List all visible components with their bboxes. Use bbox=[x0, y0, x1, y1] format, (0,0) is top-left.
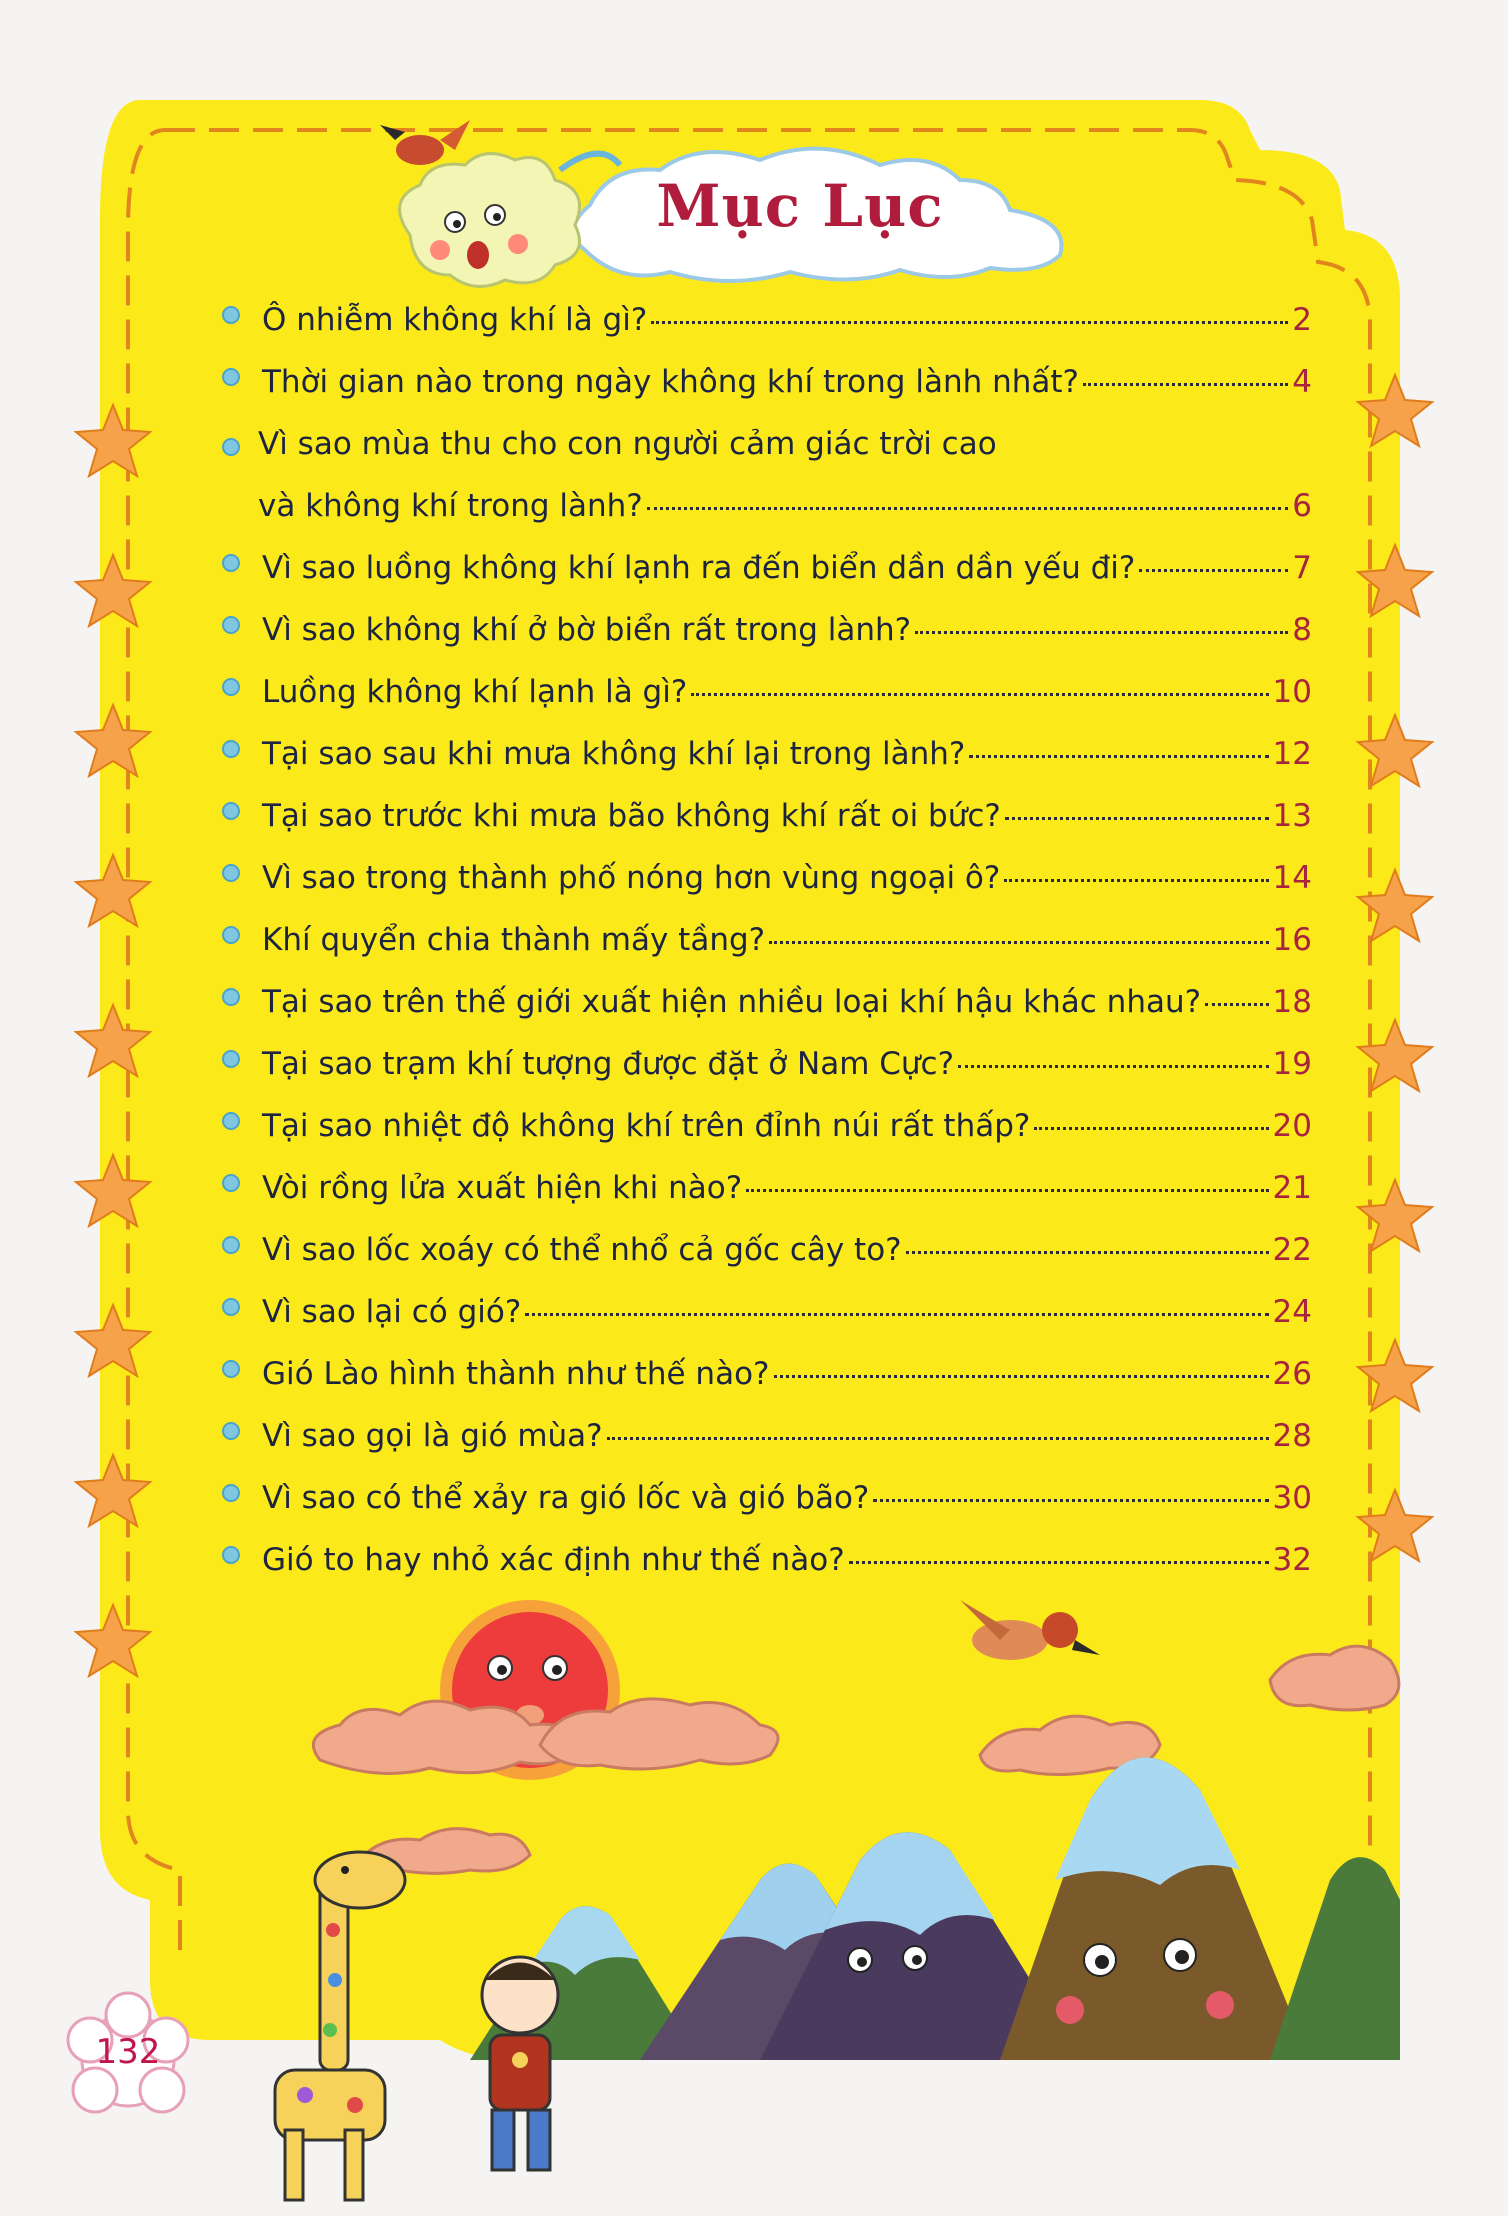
dot-leader bbox=[849, 1561, 1269, 1564]
toc-page: 30 bbox=[1272, 1480, 1312, 1516]
toc-question: Vì sao luồng không khí lạnh ra đến biển dần dần yếu đi? bbox=[262, 550, 1136, 586]
toc-item[interactable] bbox=[222, 1542, 1312, 1602]
toc-page: 10 bbox=[1272, 674, 1312, 710]
toc-page: 22 bbox=[1272, 1232, 1312, 1268]
toc-item[interactable] bbox=[222, 736, 1312, 796]
bullet-icon bbox=[222, 1236, 240, 1254]
bullet-icon bbox=[222, 1546, 240, 1564]
toc-question: Vì sao gọi là gió mùa? bbox=[262, 1418, 603, 1454]
page-number: 132 bbox=[95, 2032, 161, 2072]
toc-question: Khí quyển chia thành mấy tầng? bbox=[262, 922, 766, 958]
toc-question: Thời gian nào trong ngày không khí trong lành nhất? bbox=[262, 364, 1079, 400]
dot-leader bbox=[1205, 1003, 1268, 1006]
toc-page: 26 bbox=[1272, 1356, 1312, 1392]
bullet-icon bbox=[222, 1484, 240, 1502]
toc-page: 20 bbox=[1272, 1108, 1312, 1144]
dot-leader bbox=[769, 941, 1268, 944]
toc-item[interactable] bbox=[222, 612, 1312, 672]
toc-page: 2 bbox=[1292, 302, 1312, 338]
toc-question: Vì sao lốc xoáy có thể nhổ cả gốc cây to? bbox=[262, 1232, 902, 1268]
dot-leader bbox=[906, 1251, 1269, 1254]
dot-leader bbox=[746, 1189, 1268, 1192]
dot-leader bbox=[647, 507, 1289, 510]
toc-item[interactable] bbox=[222, 1480, 1312, 1540]
toc-page: 19 bbox=[1272, 1046, 1312, 1082]
dot-leader bbox=[1034, 1127, 1268, 1130]
toc-question: Gió Lào hình thành như thế nào? bbox=[262, 1356, 770, 1392]
toc-question: Tại sao trước khi mưa bão không khí rất oi bức? bbox=[262, 798, 1001, 834]
toc-question: Vì sao có thể xảy ra gió lốc và gió bão? bbox=[262, 1480, 870, 1516]
toc-page: 32 bbox=[1272, 1542, 1312, 1578]
toc-question-line1: Vì sao mùa thu cho con người cảm giác trời cao bbox=[258, 426, 997, 462]
bullet-icon bbox=[222, 926, 240, 944]
dot-leader bbox=[525, 1313, 1268, 1316]
dot-leader bbox=[1083, 383, 1288, 386]
bullet-icon bbox=[222, 616, 240, 634]
bullet-icon bbox=[222, 1360, 240, 1378]
toc-page: 13 bbox=[1272, 798, 1312, 834]
bullet-icon bbox=[222, 306, 240, 324]
dot-leader bbox=[691, 693, 1268, 696]
toc-page: 6 bbox=[1292, 488, 1312, 524]
toc-question: Tại sao sau khi mưa không khí lại trong lành? bbox=[262, 736, 966, 772]
toc-item[interactable] bbox=[222, 550, 1312, 610]
toc-question: Tại sao trạm khí tượng được đặt ở Nam Cực? bbox=[262, 1046, 955, 1082]
bullet-icon bbox=[222, 1298, 240, 1316]
bullet-icon bbox=[222, 678, 240, 696]
bullet-icon bbox=[222, 1174, 240, 1192]
toc-question: Gió to hay nhỏ xác định như thế nào? bbox=[262, 1542, 845, 1578]
toc-question: và không khí trong lành? bbox=[258, 488, 643, 524]
toc-page: 16 bbox=[1272, 922, 1312, 958]
bullet-icon bbox=[222, 864, 240, 882]
dot-leader bbox=[969, 755, 1268, 758]
bullet-icon bbox=[222, 1422, 240, 1440]
toc-item[interactable] bbox=[222, 1356, 1312, 1416]
dot-leader bbox=[915, 631, 1288, 634]
toc-question: Vì sao lại có gió? bbox=[262, 1294, 522, 1330]
dot-leader bbox=[607, 1437, 1269, 1440]
bullet-icon bbox=[222, 554, 240, 572]
toc-item[interactable] bbox=[222, 984, 1312, 1044]
cloud-character-icon bbox=[400, 154, 580, 287]
page-title: Mục Lục bbox=[656, 172, 944, 240]
toc-question: Vì sao không khí ở bờ biển rất trong lành? bbox=[262, 612, 912, 648]
toc-page: 24 bbox=[1272, 1294, 1312, 1330]
toc-item[interactable] bbox=[222, 860, 1312, 920]
toc-page: 4 bbox=[1292, 364, 1312, 400]
dot-leader bbox=[1139, 569, 1288, 572]
bullet-icon bbox=[222, 1112, 240, 1130]
toc-question: Ô nhiễm không khí là gì? bbox=[262, 302, 648, 338]
toc-page: 21 bbox=[1272, 1170, 1312, 1206]
toc-item[interactable] bbox=[222, 1418, 1312, 1478]
boy-character-icon bbox=[482, 1957, 558, 2170]
toc-page: 12 bbox=[1272, 736, 1312, 772]
toc-item[interactable] bbox=[222, 1046, 1312, 1106]
toc-question: Vòi rồng lửa xuất hiện khi nào? bbox=[262, 1170, 743, 1206]
toc-question: Vì sao trong thành phố nóng hơn vùng ngoại ô? bbox=[262, 860, 1001, 896]
toc-page: 8 bbox=[1292, 612, 1312, 648]
toc-question: Tại sao trên thế giới xuất hiện nhiều loại khí hậu khác nhau? bbox=[262, 984, 1202, 1020]
toc-item[interactable] bbox=[222, 674, 1312, 734]
toc-item[interactable] bbox=[222, 1232, 1312, 1292]
bullet-icon bbox=[222, 802, 240, 820]
toc-item[interactable] bbox=[222, 922, 1312, 982]
bullet-icon bbox=[222, 740, 240, 758]
toc-item[interactable] bbox=[222, 1108, 1312, 1168]
toc-item[interactable] bbox=[222, 364, 1312, 424]
toc-page: 14 bbox=[1272, 860, 1312, 896]
toc-item[interactable] bbox=[222, 1170, 1312, 1230]
bullet-icon bbox=[222, 1050, 240, 1068]
bullet-icon bbox=[222, 988, 240, 1006]
bullet-icon bbox=[222, 368, 240, 386]
toc-item[interactable] bbox=[222, 798, 1312, 858]
toc-question: Tại sao nhiệt độ không khí trên đỉnh núi rất thấp? bbox=[262, 1108, 1031, 1144]
toc-item[interactable] bbox=[222, 1294, 1312, 1354]
toc-page: 7 bbox=[1292, 550, 1312, 586]
dot-leader bbox=[651, 321, 1288, 324]
dot-leader bbox=[774, 1375, 1269, 1378]
dot-leader bbox=[1005, 817, 1269, 820]
dot-leader bbox=[873, 1499, 1268, 1502]
toc-page: 18 bbox=[1272, 984, 1312, 1020]
toc-item-two-line[interactable] bbox=[222, 426, 1312, 548]
dot-leader bbox=[958, 1065, 1268, 1068]
bullet-icon bbox=[222, 438, 240, 456]
toc-question: Luồng không khí lạnh là gì? bbox=[262, 674, 688, 710]
toc-page: 28 bbox=[1272, 1418, 1312, 1454]
dot-leader bbox=[1004, 879, 1268, 882]
toc-item[interactable] bbox=[222, 302, 1312, 362]
